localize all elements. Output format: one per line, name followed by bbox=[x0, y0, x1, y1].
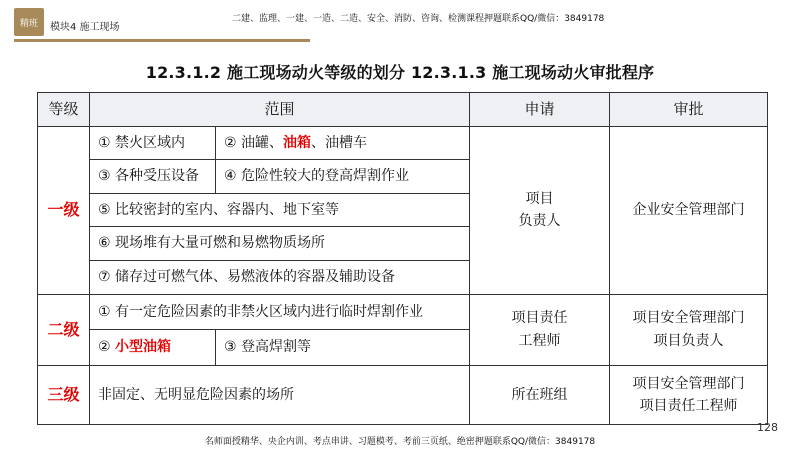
table-row bbox=[38, 365, 768, 424]
level-2-apply bbox=[470, 294, 610, 365]
apply-line: 项目责任 bbox=[511, 310, 568, 327]
scope-text: ② bbox=[98, 339, 116, 356]
scope-cell: 非固定、无明显危险因素的场所 bbox=[90, 365, 470, 424]
level-1-apply bbox=[470, 126, 610, 294]
header-scope: 范围 bbox=[90, 93, 470, 127]
table-row bbox=[38, 126, 768, 160]
header-approve: 审批 bbox=[610, 93, 768, 127]
scope-cell: ④ 危险性较大的登高焊割作业 bbox=[216, 160, 470, 194]
level-1-label: 一级 bbox=[38, 126, 90, 294]
approve-line: 项目责任工程师 bbox=[639, 397, 738, 414]
level-3-approve bbox=[610, 365, 768, 424]
apply-line: 负责人 bbox=[518, 213, 561, 230]
level-3-label: 三级 bbox=[38, 365, 90, 424]
page-number: 128 bbox=[757, 421, 778, 434]
page-title: 12.3.1.2 施工现场动火等级的划分 12.3.1.3 施工现场动火审批程序 bbox=[145, 63, 655, 82]
scope-cell bbox=[216, 126, 470, 160]
header-apply: 申请 bbox=[470, 93, 610, 127]
approve-line: 项目负责人 bbox=[653, 332, 724, 349]
level-2-approve bbox=[610, 294, 768, 365]
level-2-label: 二级 bbox=[38, 294, 90, 365]
scope-cell: ⑥ 现场堆有大量可燃和易燃物质场所 bbox=[90, 227, 470, 261]
scope-cell: ⑤ 比较密封的室内、容器内、地下室等 bbox=[90, 193, 470, 227]
table-header-row bbox=[38, 93, 768, 127]
level-1-approve: 企业安全管理部门 bbox=[610, 126, 768, 294]
table-row bbox=[38, 294, 768, 330]
scope-text: ② 油罐、 bbox=[224, 134, 284, 151]
scope-cell bbox=[90, 330, 216, 366]
apply-line: 项目 bbox=[525, 190, 554, 207]
highlight-text: 油箱 bbox=[283, 134, 312, 151]
module-label: 模块4 施工现场 bbox=[50, 22, 120, 33]
scope-cell: ① 禁火区域内 bbox=[90, 126, 216, 160]
top-ad-text: 二建、监理、一建、一造、二造、安全、消防、咨询、检测课程押题联系QQ/微信：3849178 bbox=[232, 14, 605, 24]
level-3-apply: 所在班组 bbox=[470, 365, 610, 424]
header-divider bbox=[14, 39, 310, 42]
approve-line: 项目安全管理部门 bbox=[632, 310, 745, 327]
scope-cell: ③ 登高焊割等 bbox=[216, 330, 470, 366]
bottom-ad-text: 名师面授精华、央企内训、考点串讲、习题模考、考前三页纸、绝密押题联系QQ/微信：3849178 bbox=[204, 437, 596, 447]
fire-level-table bbox=[37, 92, 768, 425]
scope-cell: ③ 各种受压设备 bbox=[90, 160, 216, 194]
scope-text: 、油槽车 bbox=[311, 134, 368, 151]
scope-cell: ⑦ 储存过可燃气体、易燃液体的容器及辅助设备 bbox=[90, 260, 470, 294]
scope-cell: ① 有一定危险因素的非禁火区域内进行临时焊割作业 bbox=[90, 294, 470, 330]
approve-line: 项目安全管理部门 bbox=[632, 375, 745, 392]
header-level: 等级 bbox=[38, 93, 90, 127]
brand-logo: 精班 bbox=[14, 8, 44, 36]
apply-line: 工程师 bbox=[518, 332, 561, 349]
highlight-text: 小型油箱 bbox=[115, 339, 172, 356]
